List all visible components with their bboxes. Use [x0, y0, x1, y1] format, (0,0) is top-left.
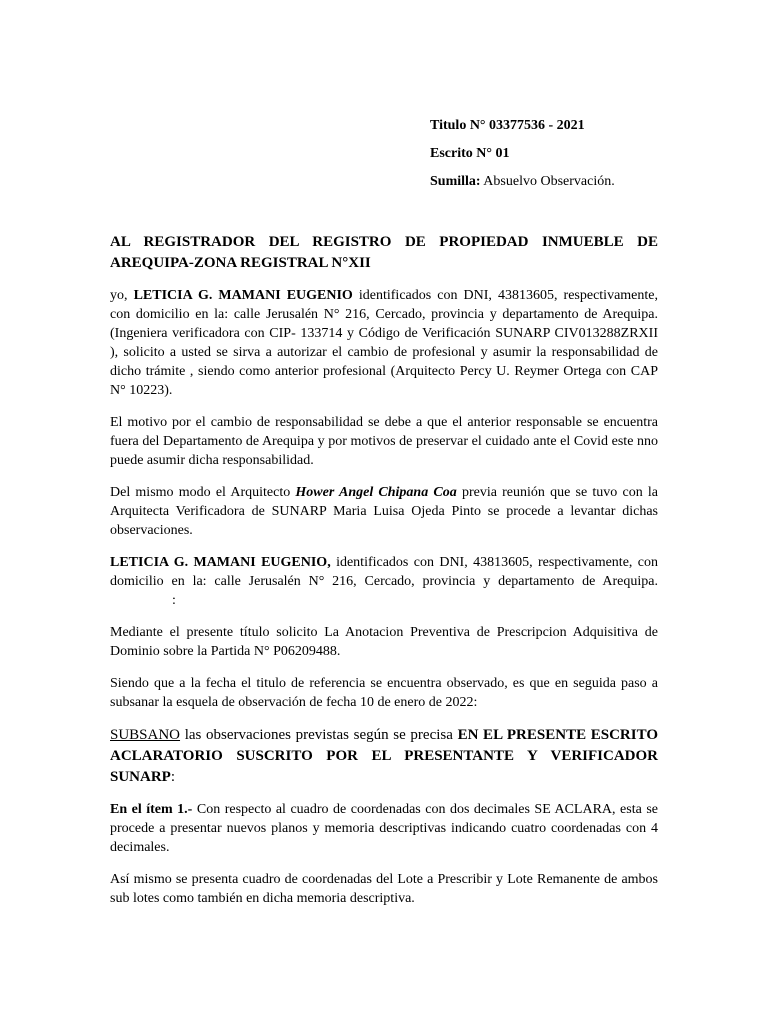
- sumilla-label: Sumilla:: [430, 174, 481, 189]
- paragraph-reason: El motivo por el cambio de responsabilidad se debe a que el anterior responsable se encuentra fuera del Departamento de Arequipa y por motivos de preservar el cuidado ante el Covid este nno puede asumir dicha responsabilidad.: [110, 415, 658, 468]
- document-body: [110, 232, 658, 921]
- addressee-heading: AL REGISTRADOR DEL REGISTRO DE PROPIEDAD INMUEBLE DE AREQUIPA-ZONA REGISTRAL N°XII: [110, 234, 658, 271]
- p3-pre: Del mismo modo el Arquitecto: [110, 485, 296, 500]
- item-1-label: En el ítem 1.-: [110, 802, 193, 817]
- escrito-number: Escrito N° 01: [430, 146, 510, 161]
- paragraph-request-annotation: Mediante el presente título solicito La Anotacion Preventiva de Prescripcion Adquisitiva de Dominio sobre la Partida N° P06209488.: [110, 625, 658, 659]
- paragraph-architect: [110, 483, 658, 540]
- p4-tail: :: [172, 593, 176, 608]
- p3-post: previa reunión que se tuvo con la Arquitecta Verificadora de SUNARP Maria Luisa Ojeda Pinto se procede a levantar dichas observaciones.: [110, 485, 658, 538]
- subsano-word: SUBSANO: [110, 727, 181, 743]
- p7-tail: :: [170, 769, 176, 785]
- paragraph-request: [110, 286, 658, 400]
- p3-name: Hower Angel Chipana Coa: [295, 485, 457, 500]
- paragraph-coordinates: Así mismo se presenta cuadro de coordenadas del Lote a Prescribir y Lote Remanente de ambos sub lotes como también en dicha memoria descriptiva.: [110, 872, 658, 906]
- item-1-text: Con respecto al cuadro de coordenadas con dos decimales SE ACLARA, esta se procede a presentar nuevos planos y memoria descriptivas indicando cuatro coordenadas con 4 decimales.: [110, 802, 658, 855]
- sumilla-text: Absuelvo Observación.: [480, 174, 615, 189]
- p1-name: LETICIA G. MAMANI EUGENIO: [133, 288, 353, 303]
- paragraph-identity: [110, 553, 658, 610]
- p4-name: LETICIA G. MAMANI EUGENIO,: [110, 555, 331, 570]
- p7-bold: EN EL PRESENTE ESCRITO ACLARATORIO SUSCRITO POR EL PRESENTANTE Y VERIFICADOR SUNARP: [110, 727, 658, 785]
- paragraph-item-1: [110, 800, 658, 857]
- document-header: [430, 116, 615, 200]
- paragraph-subsano: [110, 725, 658, 788]
- p4-text: identificados con DNI, 43813605, respectivamente, con domicilio en la: calle Jerusalén N° 216, Cercado, provincia y departamento de Arequipa.: [110, 555, 658, 589]
- titulo-number: Titulo N° 03377536 - 2021: [430, 118, 585, 133]
- p7-text: las observaciones previstas según se precisa: [180, 727, 458, 743]
- paragraph-observed: Siendo que a la fecha el titulo de referencia se encuentra observado, es que en seguida paso a subsanar la esquela de observación de fecha 10 de enero de 2022:: [110, 676, 658, 710]
- sumilla: [430, 172, 615, 200]
- p1-pre: yo,: [110, 288, 134, 303]
- p1-text: identificados con DNI, 43813605, respectivamente, con domicilio en la: calle Jerusalén N° 216, Cercado, provincia y departamento de Arequipa. (Ingeniera verificadora con CIP- 133714 y Código de Verificación SUNARP CIV013288ZRXII ), solicito a usted se sirva a autorizar el cambio de profesional y asumir la responsabilidad de dicho trámite , siendo como anterior profesional (Arquitecto Percy U. Reymer Ortega con CAP N° 10223).: [110, 288, 658, 398]
